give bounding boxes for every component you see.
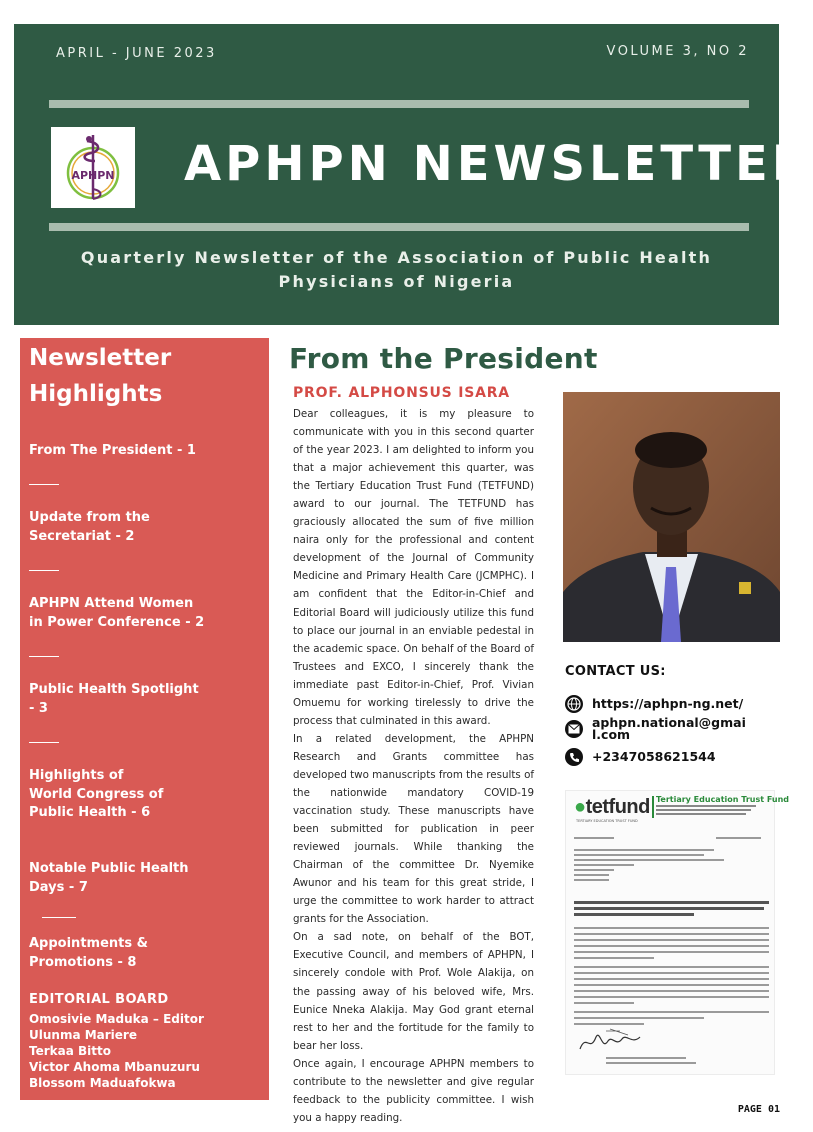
contact-website[interactable]: https://aphpn-ng.net/ — [592, 696, 744, 711]
editorial-member: Ulunma Mariere — [29, 1028, 137, 1042]
signature-graphic — [576, 1027, 646, 1057]
highlight-item: From The President - 1 — [29, 443, 196, 458]
highlight-separator — [29, 742, 59, 743]
article-paragraph: Once again, I encourage APHPN members to contribute to the newsletter and give regular feedback to the publicity committee. I wish you a happy reading. — [293, 1057, 534, 1124]
issue-date-range: APRIL - JUNE 2023 — [56, 46, 217, 61]
portrait-graphic — [563, 392, 780, 642]
contact-website-row[interactable] — [565, 695, 760, 713]
phone-icon — [565, 748, 583, 766]
newsletter-header — [14, 24, 813, 325]
letterhead-bar — [652, 796, 654, 818]
tetfund-logo: ●tetfund — [574, 796, 650, 818]
volume-number: VOLUME 3, NO 2 — [606, 44, 749, 59]
editorial-board-title: EDITORIAL BOARD — [29, 992, 169, 1007]
editorial-board-list — [29, 1011, 204, 1091]
article-paragraph: Dear colleagues, it is my pleasure to communicate with you in this second quarter of the year 2023. I am delighted to inform you that a major achievement this quarter, was the Tertiary Education Trust Fund (TETFUND) award to our journal. The TETFUND has graciously allocated the sum of five million naira only for the professional and content development of the Journal of Community Medicine and Primary Health Care (JCMPHC). I am confident that the Editor-in-Chief and Editorial Board will judiciously utilize this fund to place our journal in an enviable pedestal in the academic space. On behalf of the Board of Trustees and EXCO, I sincerely thank the immediate past Editor-in-Chief, Prof. Vivian Omuemu for working tirelessly to drive the process that culminated in this award. — [293, 408, 534, 727]
highlight-item: Highlights of World Congress of Public Health - 6 — [29, 768, 164, 820]
tetfund-letter-image — [565, 790, 790, 1075]
tetfund-org-name: Tertiary Education Trust Fund — [656, 795, 790, 804]
aphpn-logo-graphic — [51, 127, 135, 208]
tetfund-logo-subtext: TERTIARY EDUCATION TRUST FUND — [576, 819, 638, 823]
globe-icon — [565, 695, 583, 713]
editorial-member: Terkaa Bitto — [29, 1044, 111, 1058]
highlight-separator — [29, 656, 59, 657]
article-paragraph: In a related development, the APHPN Research and Grants committee has developed two manuscripts from the results of the nationwide mandatory COVID-19 vaccination study. These manuscripts have been submitted for publication in peer reviewed journals. While thanking the Chairman of the committee Dr. Nyemike Awunor and his team for this great stride, I urge the committee to work harder to attract grants for the Association. — [293, 732, 534, 926]
editorial-member: Blossom Maduafokwa — [29, 1076, 176, 1090]
article-author: PROF. ALPHONSUS ISARA — [293, 385, 510, 401]
contact-email-row[interactable] — [565, 717, 750, 741]
logo-text: APHPN — [71, 169, 115, 182]
highlights-sidebar — [20, 338, 269, 1100]
contact-email[interactable]: aphpn.national@gmail.com — [592, 715, 746, 742]
article-body — [293, 405, 534, 1127]
article-paragraph: On a sad note, on behalf of the BOT, Executive Council, and members of APHPN, I sincerely condole with Prof. Wole Alakija, on the passing away of his beloved wife, Mrs. Eunice Nneka Alakija. May God grant eternal rest to her and the fortitude for the family to bear her loss. — [293, 931, 534, 1052]
email-icon — [565, 720, 583, 738]
editorial-member: Omosivie Maduka – Editor — [29, 1012, 204, 1026]
page-number: PAGE 01 — [737, 1104, 780, 1115]
highlight-item: Notable Public Health Days - 7 — [29, 861, 189, 895]
highlight-item: Public Health Spotlight - 3 — [29, 682, 199, 716]
section-title: From the President — [289, 342, 598, 375]
highlight-item: APHPN Attend Women in Power Conference - 2 — [29, 596, 205, 630]
highlight-item: Appointments & Promotions - 8 — [29, 936, 148, 970]
highlight-separator — [42, 917, 76, 918]
aphpn-logo — [51, 127, 135, 208]
contact-phone-row[interactable] — [565, 748, 760, 766]
header-rule-top — [49, 100, 749, 108]
newsletter-subtitle: Quarterly Newsletter of the Association of Public Health Physicians of Nigeria — [80, 248, 713, 291]
highlight-item: Update from the Secretariat - 2 — [29, 510, 150, 544]
letterhead-address-lines — [656, 805, 766, 817]
sidebar-title: Newsletter Highlights — [29, 345, 172, 407]
newsletter-title: APHPN NEWSLETTER — [184, 136, 813, 192]
header-rule-bottom — [49, 223, 749, 231]
highlight-separator — [29, 570, 59, 571]
contact-phone[interactable]: +2347058621544 — [592, 749, 716, 764]
president-portrait — [563, 392, 780, 642]
editorial-member: Victor Ahoma Mbanuzuru — [29, 1060, 200, 1074]
highlight-separator — [29, 484, 59, 485]
contact-title: CONTACT US: — [565, 664, 666, 679]
